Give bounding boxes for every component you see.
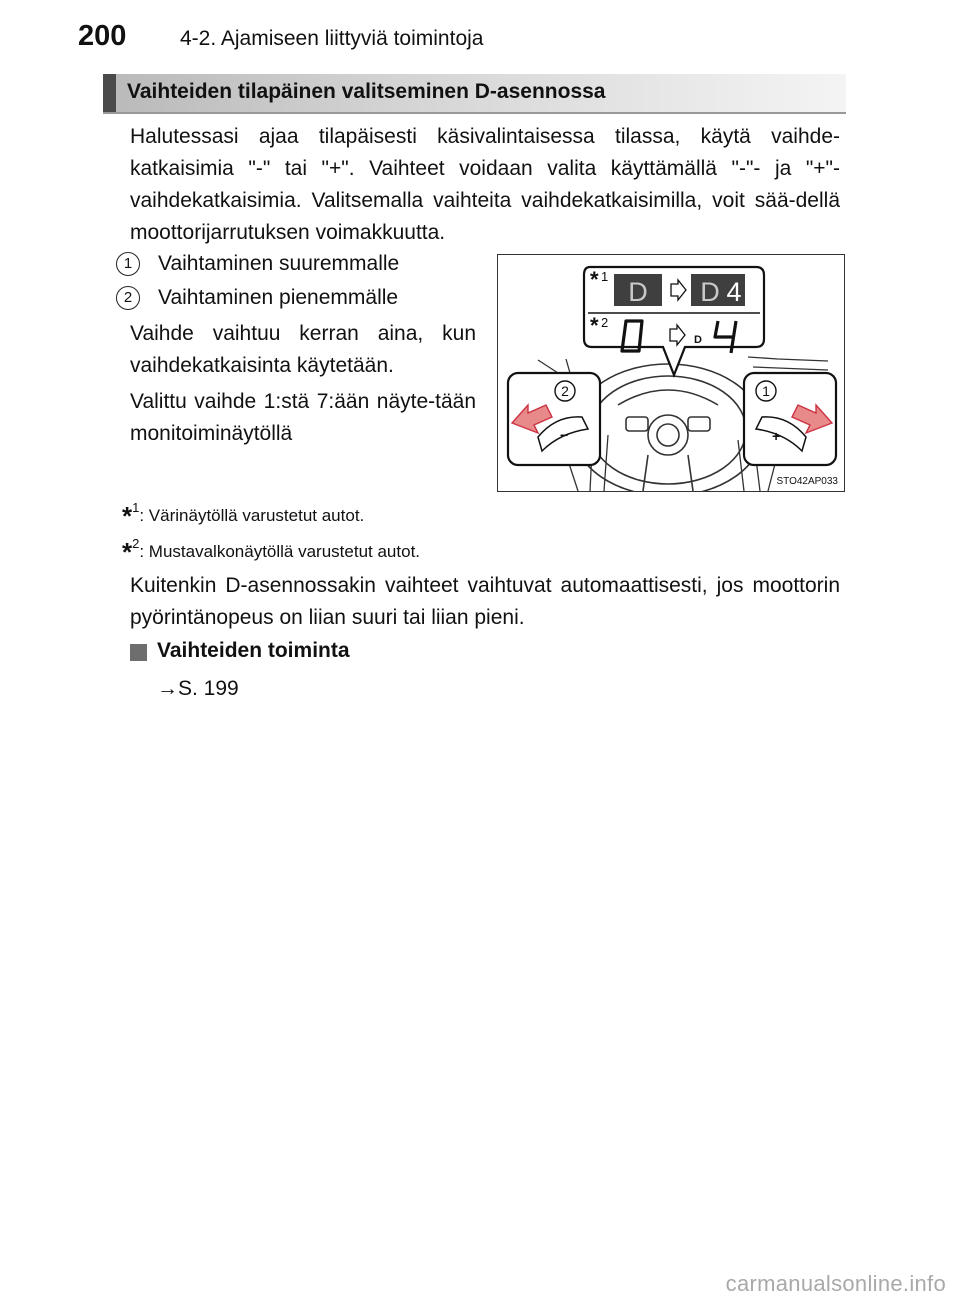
footnote-star: * [122,501,133,531]
footnote-index: 1 [132,500,140,515]
intro-paragraph: Halutessasi ajaa tilapäisesti käsivalintaisessa tilassa, käytä vaihde-katkaisimia "-" tai "+". Vaihteet voidaan valita käyttämällä "-"- ja "+"-vaihdekatkaisimia. Valitsemalla vaihteita vaihdekatkaisimilla, voit sää-dellä moottorijarrutuksen voimakkuutta. [130,125,840,244]
right-paddle-symbol: + [772,428,781,444]
footnote [122,500,364,532]
mono-display-prefix: D [694,334,702,346]
steering-wheel [573,364,763,491]
svg-text:2: 2 [601,315,609,330]
chapter-title: 4-2. Ajamiseen liittyviä toimintoja [180,27,484,50]
right-paddle-number: 1 [762,383,770,399]
right-paddle-callout [744,373,836,465]
side-paragraph: Valittu vaihde 1:stä 7:ään näyte-tään monitoiminäytöllä [130,390,476,445]
color-display-gear: 4 [726,277,742,307]
footnote-star: * [122,537,133,567]
page-reference-link[interactable]: →S. 199 [157,677,239,700]
figure-illustration [498,255,844,491]
svg-text:*: * [590,313,599,338]
item-label: Vaihtaminen suuremmalle [158,252,400,275]
auto-shift-paragraph: Kuitenkin D-asennossakin vaihteet vaihtuvat automaattisesti, jos moottorin pyörintänopeus on liian suuri tai liian pieni. [130,574,840,629]
steering-paddle-figure [497,254,845,492]
item-label: Vaihtaminen pienemmälle [158,286,399,309]
left-paddle-symbol: − [560,427,569,443]
figure-code: STO42AP033 [776,476,838,487]
item-number-badge: 2 [116,286,140,310]
footnote-text: : Mustavalkonäytöllä varustetut autot. [139,542,421,561]
section-accent [103,74,116,112]
page-number: 200 [78,20,127,52]
section-heading [103,74,846,114]
left-paddle-number: 2 [561,383,569,399]
subsection-title: Vaihteiden toiminta [157,639,350,662]
watermark: carmanualsonline.info [725,1271,946,1296]
square-bullet-icon [130,644,147,661]
left-paddle-callout [508,373,600,465]
footnote-index: 2 [132,536,140,551]
footnote [122,536,420,568]
footnote-text: : Värinäytöllä varustetut autot. [139,506,365,525]
svg-text:1: 1 [601,269,609,284]
display-callout [584,267,764,375]
section-title: Vaihteiden tilapäinen valitseminen D-asennossa [127,80,606,103]
svg-text:*: * [590,267,599,292]
color-display-to-prefix: D [700,277,720,307]
item-number-badge: 1 [116,252,140,276]
color-display-from: D [628,277,648,307]
side-paragraph: Vaihde vaihtuu kerran aina, kun vaihdekatkaisinta käytetään. [130,322,476,377]
